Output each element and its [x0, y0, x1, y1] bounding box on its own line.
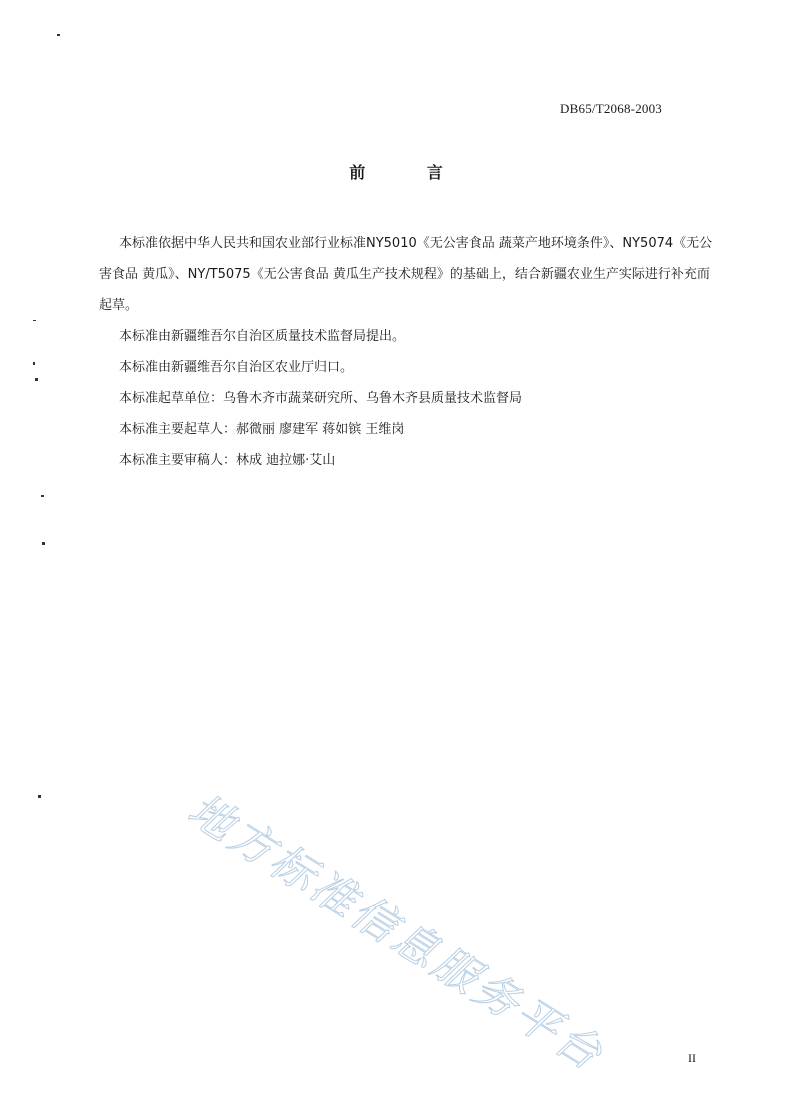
page-number: II: [688, 1051, 696, 1065]
paragraph-administrator: 本标准由新疆维吾尔自治区农业厅归口。: [119, 360, 354, 375]
scan-speck: [41, 495, 44, 497]
scan-speck: [57, 34, 60, 36]
foreword-body: [99, 228, 719, 476]
paragraph-proposer: 本标准由新疆维吾尔自治区质量技术监督局提出。: [119, 329, 406, 344]
paragraph-drafting-units: 本标准起草单位：乌鲁木齐市蔬菜研究所、乌鲁木齐县质量技术监督局: [119, 391, 523, 406]
scan-speck: [33, 362, 35, 365]
paragraph-basis: 本标准依据中华人民共和国农业部行业标准NY5010《无公害食品 蔬菜产地环境条件》、NY5074《无公害食品 黄瓜》、NY/T5075《无公害食品 黄瓜生产技术规程》的基础上，结合新疆农业生产实际进行补充而起草。: [99, 236, 713, 313]
scan-speck: [35, 378, 38, 381]
scan-speck: [38, 795, 41, 798]
document-code: DB65/T2068-2003: [560, 101, 662, 116]
paragraph-drafters: 本标准主要起草人：郝微丽 廖建军 蒋如镔 王维岗: [119, 422, 405, 437]
scan-speck: [33, 320, 36, 321]
paragraph-reviewers: 本标准主要审稿人：林成 迪拉娜·艾山: [119, 453, 336, 468]
watermark: 地方标准信息服务平台: [179, 784, 614, 1082]
scan-speck: [42, 542, 45, 545]
page-title: 前 言: [349, 163, 471, 182]
